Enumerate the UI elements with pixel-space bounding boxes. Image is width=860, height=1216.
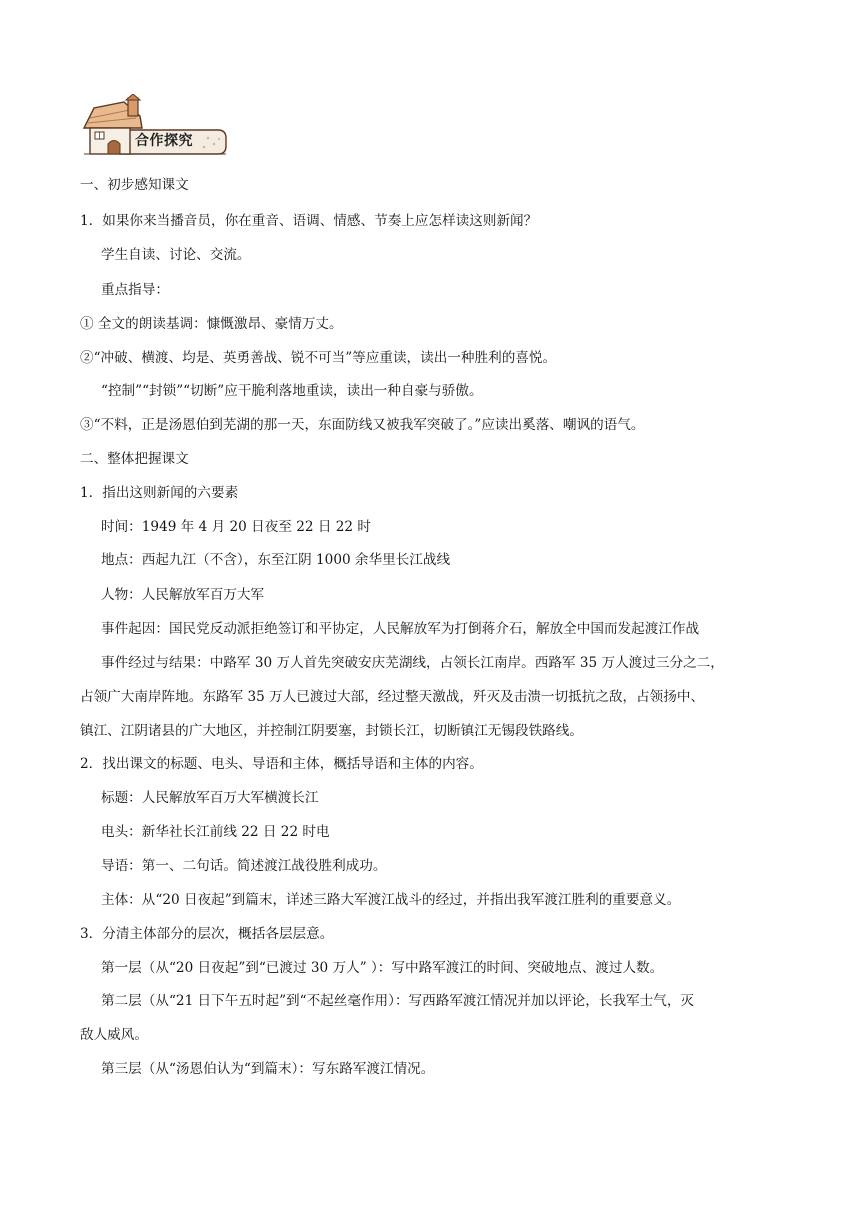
answer-line: 人物：人民解放军百万大军 bbox=[101, 587, 265, 603]
answer-item-3: ③“不料，正是汤恩伯到芜湖的那一天，东面防线又被我军突破了。”应读出奚落、嘲讽的语气。 bbox=[80, 417, 645, 433]
answer-line: 第二层（从“21 日下午五时起”到“不起丝毫作用）：写西路军渡江情况并加以评论，长我军士气，灭 bbox=[101, 993, 695, 1009]
section-title: 合作探究 bbox=[135, 133, 193, 149]
answer-line: 事件经过与结果：中路军 30 万人首先突破安庆芜湖线，占领长江南岸。西路军 35 万人渡过三分之二， bbox=[101, 655, 724, 671]
answer-line-continued: 镇江、江阴诸县的广大地区，并控制江阴要塞，封锁长江，切断镇江无锡段铁路线。 bbox=[80, 723, 583, 739]
answer-line: 重点指导： bbox=[101, 282, 169, 298]
answer-line: 标题：人民解放军百万大军横渡长江 bbox=[101, 790, 319, 806]
answer-line: 学生自读、讨论、交流。 bbox=[101, 247, 251, 263]
answer-item-1: ① 全文的朗读基调：慷慨激昂、豪情万丈。 bbox=[80, 316, 343, 332]
heading-overall-grasp: 二、整体把握课文 bbox=[80, 451, 189, 467]
house-icon bbox=[80, 94, 230, 160]
question-1: 1．指出这则新闻的六要素 bbox=[80, 485, 239, 501]
answer-line: 事件起因：国民党反动派拒绝签订和平协定，人民解放军为打倒蒋介石，解放全中国而发起渡江作战 bbox=[101, 621, 700, 637]
answer-item-2: ②“冲破、横渡、均是、英勇善战、锐不可当”等应重读，读出一种胜利的喜悦。 bbox=[80, 350, 557, 366]
question-2: 2．找出课文的标题、电头、导语和主体，概括导语和主体的内容。 bbox=[80, 756, 483, 772]
answer-line: 主体：从“20 日夜起”到篇末，详述三路大军渡江战斗的经过，并指出我军渡江胜利的重要意义。 bbox=[101, 892, 681, 908]
question-3: 3．分清主体部分的层次，概括各层层意。 bbox=[80, 926, 334, 942]
question-1: 1．如果你来当播音员，你在重音、语调、情感、节奏上应怎样读这则新闻？ bbox=[80, 213, 538, 229]
heading-first-impression: 一、初步感知课文 bbox=[80, 177, 189, 193]
answer-line: 时间：1949 年 4 月 20 日夜至 22 日 22 时 bbox=[101, 519, 371, 535]
answer-line: 第三层（从“汤恩伯认为“到篇末）：写东路军渡江情况。 bbox=[101, 1061, 435, 1077]
answer-line: 地点：西起九江（不含），东至江阴 1000 余华里长江战线 bbox=[101, 552, 451, 568]
answer-line-continued: 敌人威风。 bbox=[80, 1027, 148, 1043]
answer-line-continued: 占领广大南岸阵地。东路军 35 万人已渡过大部，经过整天激战，歼灭及击溃一切抵抗之敌，占领扬中、 bbox=[80, 689, 705, 705]
answer-line: “控制”“封锁”“切断”应干脆利落地重读，读出一种自豪与骄傲。 bbox=[101, 383, 483, 399]
answer-line: 导语：第一、二句话。简述渡江战役胜利成功。 bbox=[101, 858, 387, 874]
answer-line: 电头：新华社长江前线 22 日 22 时电 bbox=[101, 824, 330, 840]
answer-line: 第一层（从“20 日夜起”到“已渡过 30 万人” ）：写中路军渡江的时间、突破地点、渡过人数。 bbox=[101, 960, 664, 976]
section-badge bbox=[80, 94, 230, 160]
